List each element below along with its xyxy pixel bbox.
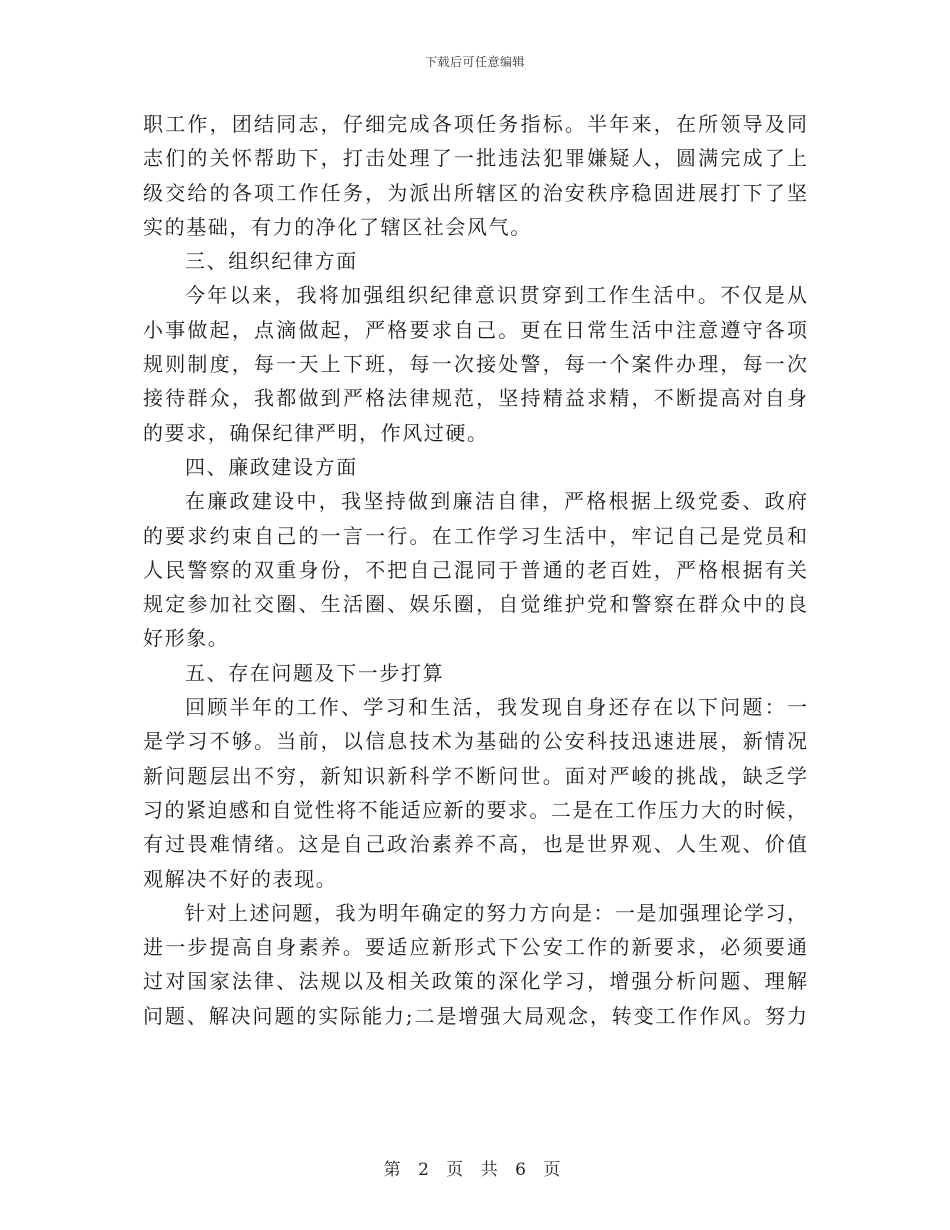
text-line: 新问题层出不穷，新知识新科学不断问世。面对严峻的挑战，缺乏学	[143, 763, 807, 788]
text-line: 问题、解决问题的实际能力;二是增强大局观念，转变工作作风。努力	[143, 1003, 807, 1028]
page-header: 下载后可任意编辑	[424, 55, 525, 69]
text-line: 的要求约束自己的一言一行。在工作学习生活中，牢记自己是党员和	[143, 523, 807, 548]
text-line: 是学习不够。当前，以信息技术为基础的公安科技迅速进展，新情况	[143, 729, 807, 754]
text-line: 职工作，团结同志，仔细完成各项任务指标。半年来，在所领导及同	[143, 112, 807, 136]
text-line: 在廉政建设中，我坚持做到廉洁自律，严格根据上级党委、政府	[185, 489, 807, 514]
text-line: 小事做起，点滴做起，严格要求自己。更在日常生活中注意遵守各项	[143, 317, 807, 342]
section-heading: 三、组织纪律方面	[185, 249, 358, 274]
text-line: 观解决不好的表现。	[143, 866, 338, 891]
text-line: 实的基础，有力的净化了辖区社会风气。	[143, 214, 532, 239]
section-heading: 四、廉政建设方面	[185, 454, 358, 479]
text-line: 有过畏难情绪。这是自己政治素养不高，也是世界观、人生观、价值	[143, 832, 807, 857]
text-line: 进一步提高自身素养。要适应新形式下公安工作的新要求，必须要通	[143, 935, 807, 960]
section-heading: 五、存在问题及下一步打算	[185, 660, 445, 685]
text-line: 习的紧迫感和自觉性将不能适应新的要求。二是在工作压力大的时候，	[143, 797, 807, 822]
text-line: 接待群众，我都做到严格法律规范，坚持精益求精，不断提高对自身	[143, 386, 807, 411]
text-line: 的要求，确保纪律严明，作风过硬。	[143, 420, 489, 445]
text-line: 过对国家法律、法规以及相关政策的深化学习，增强分析问题、理解	[143, 969, 807, 994]
text-line: 针对上述问题，我为明年确定的努力方向是：一是加强理论学习，	[185, 900, 807, 925]
page-number: 第 2 页 共 6 页	[383, 1160, 567, 1180]
text-line: 好形象。	[143, 626, 230, 651]
text-line: 级交给的各项工作任务，为派出所辖区的治安秩序稳固进展打下了坚	[143, 180, 807, 205]
text-line: 规则制度，每一天上下班，每一次接处警，每一个案件办理，每一次	[143, 352, 807, 377]
document-body	[143, 107, 807, 1033]
text-line: 人民警察的双重身份，不把自己混同于普通的老百姓，严格根据有关	[143, 557, 807, 582]
text-line: 回顾半年的工作、学习和生活，我发现自身还存在以下问题：一	[185, 695, 807, 720]
text-line: 规定参加社交圈、生活圈、娱乐圈，自觉维护党和警察在群众中的良	[143, 592, 807, 617]
text-line: 今年以来，我将加强组织纪律意识贯穿到工作生活中。不仅是从	[185, 283, 807, 308]
text-line: 志们的关怀帮助下，打击处理了一批违法犯罪嫌疑人，圆满完成了上	[143, 146, 807, 171]
